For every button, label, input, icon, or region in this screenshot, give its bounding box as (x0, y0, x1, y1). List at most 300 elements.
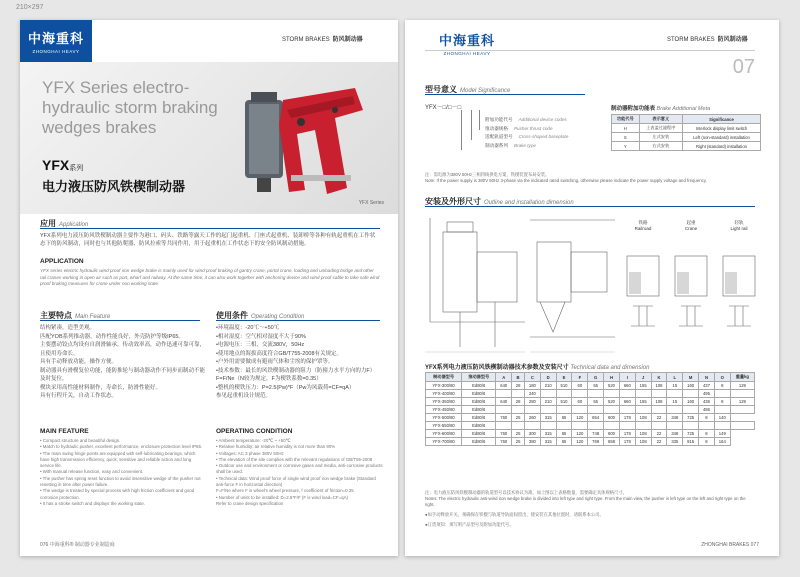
legend-cn: 适配轨道型号 (485, 134, 513, 139)
table-cell: 108 (635, 414, 651, 422)
model-note (425, 172, 755, 184)
list-item (485, 116, 568, 125)
table-cell: 55 (588, 398, 604, 406)
table-cell: 915 (683, 438, 699, 446)
table-cell (683, 422, 699, 430)
brand-logo (20, 20, 92, 62)
table-cell (667, 406, 683, 414)
table-cell: 348 (667, 430, 683, 438)
table-cell: 510 (556, 382, 572, 390)
table-cell: 210 (540, 398, 556, 406)
table-cell: 8 (714, 382, 730, 390)
logo-text-en: ZHONGHAI HEAVY (32, 49, 80, 54)
list-item: • Match to hydraulic pusher, excellent performance, enclosure protection level IP65. (40, 444, 203, 450)
table-cell: 60 (572, 398, 588, 406)
table-cell: 600 (604, 430, 620, 438)
conditions-list (216, 324, 384, 401)
rail-label-cn: 轻轨 (734, 220, 744, 225)
table-cell: YFX-500/80 (426, 414, 462, 422)
table-cell: Ed80/6 (462, 414, 496, 422)
hero-title-cn: 电力液压防风铁楔制动器 (42, 179, 186, 194)
table-cell: 660 (619, 382, 635, 390)
table-cell (496, 422, 512, 430)
conditions-en-list (216, 438, 384, 507)
table-cell: 65 (556, 438, 572, 446)
table-row (426, 406, 755, 414)
features-en-heading: MAIN FEATURE (40, 428, 89, 435)
rail-label-en: Crane (684, 226, 698, 231)
list-item: •技术参数：最长的风铁楔制动器的阻力（防撞力水平方向的力F） (216, 367, 376, 374)
table-cell: 520 (604, 398, 620, 406)
table-cell: 左式安装 (639, 133, 682, 142)
table-cell (524, 406, 540, 414)
table-cell: Ed80/6 (462, 398, 496, 406)
tech-notes (425, 490, 755, 528)
features-list (40, 324, 205, 401)
list-item: • Compact structure and beautiful design. (40, 438, 121, 443)
table-cell: 335 (667, 438, 683, 446)
brake-product-image (235, 70, 375, 205)
table-cell: 436 (699, 398, 715, 406)
table-header: F (572, 373, 588, 382)
table-cell (556, 406, 572, 414)
table-cell: 155 (635, 382, 651, 390)
addl-table-title (611, 104, 710, 112)
table-cell: 260 (524, 414, 540, 422)
table-row (612, 124, 761, 133)
table-cell: 660 (619, 398, 635, 406)
tech-note: Notes: The electric hydraulic anti-wind iron wedge brake is divided into left type and right type. From the main view, the pusher is left type on the left and right type on the right. (425, 496, 746, 507)
divider (425, 50, 755, 51)
hero-series-suffix: 系列 (69, 165, 84, 172)
table-cell (651, 390, 667, 398)
list-item: 具有行程开关，自动工作状态。 (40, 393, 118, 399)
legend-en: Brake type (513, 142, 536, 148)
table-header: Significance (683, 115, 761, 124)
right-page (405, 20, 779, 556)
table-cell: Ed80/6 (462, 422, 496, 430)
list-item: 制动器具有滑楔复位功能，能防推轮与制动器动作不同步而制动不能及时复位。 (40, 367, 206, 382)
tech-table-title-en: Technical data and dimension (570, 365, 650, 371)
table-header: 制动器型号 (426, 373, 462, 382)
rail-label-en: Light rail (730, 226, 748, 231)
table-cell (683, 390, 699, 398)
table-header: H (604, 373, 620, 382)
table-cell: 8 (699, 414, 715, 422)
table-cell: 8 (699, 438, 715, 446)
table-cell (540, 390, 556, 398)
divider (425, 94, 585, 95)
legend-cn: 推动器规格 (485, 125, 508, 131)
table-cell: 748 (588, 430, 604, 438)
logo-text-en: ZHONGHAI HEAVY (443, 51, 491, 56)
table-cell (730, 422, 754, 430)
header-label-en: STORM BRAKES (667, 37, 715, 43)
header-label-en: STORM BRAKES (282, 37, 330, 43)
list-item: • It has a stroke switch and displays the working state. (40, 500, 146, 506)
features-heading-en: Main Feature (75, 314, 111, 320)
table-cell: Left (non-standard) installation (683, 133, 761, 142)
model-code: YFX－□/□－□ (425, 105, 462, 111)
table-cell: 315 (540, 414, 556, 422)
table-cell: 178 (619, 438, 635, 446)
features-en-list (40, 438, 205, 507)
table-cell (683, 406, 699, 414)
table-cell: YFX-300/80 (426, 382, 462, 390)
table-cell (524, 422, 540, 430)
rail-label-railroad (623, 220, 663, 231)
table-cell: 495 (699, 390, 715, 398)
table-cell: 658 (604, 438, 620, 446)
conditions-en-heading: OPERATING CONDITION (216, 428, 293, 435)
list-item: 结构紧凑，造型美观。 (40, 325, 96, 331)
table-cell: 348 (667, 414, 683, 422)
list-item: •使用地点的海拔高度符合GB/T755-2008有关规定。 (216, 350, 343, 357)
table-cell: 769 (588, 438, 604, 446)
hero-series (42, 157, 83, 173)
list-item: 楔块采用高性能材料制作，寿命长，防滑性能好。 (40, 384, 162, 391)
left-page (20, 20, 398, 556)
table-cell (667, 390, 683, 398)
tech-table-title (425, 362, 650, 371)
table-cell: 178 (619, 414, 635, 422)
table-cell: Ed80/6 (462, 406, 496, 414)
application-en-text: YFX series electric hydraulic wind proof iron wedge brake is mainly used for wind proof braking of gantry crane, portal crane, loading and unloading bridge and other rail cranes working in open air such as port, wharf and railway. At the same time, it can also work together with anchoring device and wind proof cable to take safe wind proof braking measures for crane under non working state. (40, 268, 380, 286)
table-header: B (512, 373, 525, 382)
table-cell: 22 (651, 438, 667, 446)
addl-function-table (611, 114, 761, 151)
list-item: • Outdoor use and environment or corrosive gases and media, anti-corrosive products shall be used. (216, 463, 383, 475)
table-cell (604, 390, 620, 398)
table-cell: 160 (683, 398, 699, 406)
table-cell (572, 406, 588, 414)
model-note-cn: 注：需电源为380V 50Hz三相四线供电方案，铁楔装置布局安装。 (425, 172, 550, 177)
table-cell: YFX-450/80 (426, 406, 462, 414)
table-cell: 725 (683, 430, 699, 438)
table-cell (572, 422, 588, 430)
list-item: • Relative humidity: air relative humidity is not more than 90% (216, 444, 336, 450)
table-cell: 486 (699, 406, 715, 414)
table-cell (496, 390, 512, 398)
table-cell: 640 (496, 398, 512, 406)
table-header: E (556, 373, 572, 382)
table-cell: 25 (512, 414, 525, 422)
table-cell: 22 (651, 414, 667, 422)
table-cell: YFX-350/80 (426, 398, 462, 406)
features-heading-cn: 主要特点 (40, 311, 72, 320)
list-item: •电源电压：三相，交流380V，50Hz (216, 342, 305, 348)
table-cell: H (612, 124, 640, 133)
table-cell: YFX-700/80 (426, 438, 462, 446)
tech-note: 注：电力液压防风铁楔制动器的轨道型号以技术协议为准，如上图以上表格数量，需要确定具体规格尺寸。 (425, 490, 627, 495)
header-label (667, 34, 748, 43)
table-cell (512, 422, 525, 430)
table-cell: 760 (496, 414, 512, 422)
application-text: YFX系列电力液压防风铁楔制动器主要作为港口、码头、铁路等露天工作的起门起重机、门座式起重机、装卸桥等各种有轨起重机在工作状态下的防风制动，同时也与其他防爬器、防风拉索等共同作用，用于起重机在工作状态下的安全防风制动措施。 (40, 233, 376, 247)
table-cell: S (612, 133, 640, 142)
table-header: 推动器型号 (462, 373, 496, 382)
logo-text-cn: 中海重科 (27, 31, 84, 46)
header-label (282, 34, 363, 43)
table-cell: YFX-550/80 (426, 422, 462, 430)
table-cell (714, 406, 730, 414)
table-cell: YFX-400/80 (426, 390, 462, 398)
table-cell: 315 (540, 430, 556, 438)
table-cell: 654 (588, 414, 604, 422)
table-header: O (714, 373, 730, 382)
table-cell: Interlock display limit switch (683, 124, 761, 133)
table-cell: Right (standard) installation (683, 142, 761, 151)
table-cell (699, 422, 715, 430)
table-cell (651, 422, 667, 430)
dims-heading-en: Outline and installation dimension (484, 200, 574, 206)
table-cell: Ed80/6 (462, 430, 496, 438)
legend-en: Cross-shaped baseplate (518, 134, 569, 139)
outline-drawing (425, 212, 620, 362)
model-note-en: Note: If the power supply is 380V 50Hz 3-phase via the indicated rated switching, otherwise please indicate the power supply voltage and frequency. (425, 178, 707, 183)
table-header: L (667, 373, 683, 382)
list-item: •户外用需要做成有避雨气体和尘埃的保护罩等。 (216, 359, 334, 365)
bracket (471, 110, 472, 140)
table-cell (512, 406, 525, 414)
table-row (426, 390, 755, 398)
table-cell (714, 422, 730, 430)
list-item: 参见起重机设计规范。 (216, 393, 272, 399)
table-cell: 108 (651, 382, 667, 390)
table-header: C (524, 373, 540, 382)
list-item: • Number of units to be installed: D=2.5*F/F (F is wind load=CF=qA) (216, 494, 348, 500)
list-item: • The wedge is treated by special process with high friction coefficient and good corrosion protection. (40, 488, 195, 500)
table-header: J (635, 373, 651, 382)
table-cell (635, 422, 651, 430)
application-heading-en: Application (59, 222, 89, 228)
page-footer: 076 中海重科® 制动器专业制造商 (40, 542, 115, 548)
table-cell: Ed80/6 (462, 390, 496, 398)
list-item: F=F/Ne where F is wheel's wheel pressure, f coefficient of friction=0.35 (216, 488, 354, 494)
table-cell: 28 (512, 398, 525, 406)
table-cell: 25 (512, 438, 525, 446)
legend-cn: 附加功能代号 (485, 117, 513, 122)
list-item: • The elevation of the site complies with the relevant regulations of GB/T55-2008 (216, 456, 373, 462)
table-cell: 725 (683, 414, 699, 422)
table-cell: 15 (667, 398, 683, 406)
addl-title-cn: 制动器附加功能表 (611, 106, 656, 112)
page-number: 07 (732, 56, 755, 78)
tech-data-table (425, 372, 755, 446)
table-cell: 380 (524, 438, 540, 446)
list-item: Refer to crane design specification (216, 500, 284, 506)
tech-table-title-cn: YFX系列电力液压防风铁楔制动器技术参数及安装尺寸 (425, 365, 569, 371)
table-header: I (619, 373, 635, 382)
divider (216, 320, 380, 321)
table-cell (540, 422, 556, 430)
table-row (426, 430, 755, 438)
legend-en: Additional device codes (518, 117, 567, 122)
header-label-cn: 防风制动器 (717, 37, 748, 43)
table-cell: 65 (556, 414, 572, 422)
table-cell: 240 (524, 390, 540, 398)
rail-label-cn: 铁路 (638, 220, 648, 225)
table-cell: 8 (699, 430, 715, 438)
table-cell (714, 390, 730, 398)
table-cell (651, 406, 667, 414)
table-cell: 120 (572, 438, 588, 446)
table-cell (572, 390, 588, 398)
table-cell (730, 406, 754, 414)
list-item: •环境温度：-20℃～+50℃ (216, 325, 280, 331)
table-cell: Y (612, 142, 640, 151)
table-cell (635, 406, 651, 414)
page-size-tag: 210×297 (16, 4, 44, 11)
list-item: 具有手动释放功能，操作方便。 (40, 359, 118, 365)
table-cell (604, 422, 620, 430)
table-cell (540, 406, 556, 414)
table-cell: Ed80/6 (462, 438, 496, 446)
table-cell: 210 (540, 382, 556, 390)
table-cell: 160 (683, 382, 699, 390)
logo-text-cn: 中海重科 (438, 33, 495, 48)
page-footer: ZHONGHAI BRAKES 077 (701, 542, 759, 548)
hero-title-en: YFX Series electro-hydraulic storm braking wedges brakes (42, 78, 218, 137)
addl-title-en: Brake Additional Meta (656, 106, 711, 112)
table-cell: 315 (540, 438, 556, 446)
table-header: 表示意义 (639, 115, 682, 124)
list-item: • Voltages: AC 3 phase 380V 50Hz (216, 450, 284, 456)
table-cell (588, 406, 604, 414)
table-cell: 640 (496, 382, 512, 390)
table-cell (512, 390, 525, 398)
table-cell: 上表盖过滤程序 (639, 124, 682, 133)
tech-note: ●如手动释放开关，须确保在铁楔与轨道导轨面间留出，使安装在其他位置时，请联系本公司。 (425, 512, 604, 517)
table-cell: 120 (572, 414, 588, 422)
list-item: • With manual release function, easy and convenient. (40, 469, 144, 475)
table-cell: 8 (714, 398, 730, 406)
list-item (485, 133, 568, 142)
list-item: • The pusher has spring reset function to avoid insensitive wedge of the pusher not resetting in time after power failure. (40, 475, 201, 488)
table-cell: 60 (572, 382, 588, 390)
table-row (612, 133, 761, 142)
list-item: 主要摆动铰点均设有自润滑轴承，传动效率高，动作迅速可靠可靠，且使用寿命长。 (40, 342, 206, 357)
table-cell: 510 (556, 398, 572, 406)
table-cell (496, 406, 512, 414)
legend-en: Pusher thrust code (513, 125, 553, 131)
table-cell (619, 422, 635, 430)
model-heading-cn: 型号意义 (425, 85, 457, 94)
table-cell: 437 (699, 382, 715, 390)
list-item (485, 142, 568, 151)
bracket (479, 110, 480, 130)
table-cell: 25 (512, 430, 525, 438)
table-row (426, 398, 755, 406)
table-row (426, 414, 755, 422)
list-item: • Ambient temperature: -20℃ ~ +50℃ (216, 438, 291, 443)
table-cell: 15 (667, 382, 683, 390)
table-cell (635, 390, 651, 398)
table-cell: 108 (635, 430, 651, 438)
list-item: • The main swing hinge points are equipped with self-lubricating bearings, which have high transmission efficiency, quick, sensitive and reliable action and long service life. (40, 450, 196, 469)
table-cell (588, 390, 604, 398)
table-cell: 155 (635, 398, 651, 406)
table-cell: 600 (604, 414, 620, 422)
table-cell (604, 406, 620, 414)
rail-label-en: Railroad (634, 226, 652, 231)
table-header: 重量kg (730, 373, 754, 382)
rail-label-crane (671, 220, 711, 231)
table-cell (588, 422, 604, 430)
rail-label-cn: 起重 (686, 220, 696, 225)
rail-label-light-rail (719, 220, 759, 231)
table-cell (667, 422, 683, 430)
list-item: • Technical data: Wind proof force of single wind proof iron wedge brake (Standard anti-force F in horizontal direction) (216, 475, 376, 488)
table-header: M (683, 373, 699, 382)
hero-banner (20, 62, 398, 214)
divider (425, 206, 755, 207)
table-header: G (588, 373, 604, 382)
table-cell: 280 (524, 398, 540, 406)
table-cell (619, 406, 635, 414)
table-cell: Ed80/6 (462, 382, 496, 390)
table-cell: 180 (524, 382, 540, 390)
table-cell: YFX-600/80 (426, 430, 462, 438)
table-cell: 164 (714, 438, 730, 446)
table-header: A (496, 373, 512, 382)
table-header: D (540, 373, 556, 382)
list-item: •相对湿度：空气相对湿度不大于90% (216, 333, 306, 340)
table-cell: 22 (651, 430, 667, 438)
table-cell (556, 390, 572, 398)
table-header-row (426, 373, 755, 382)
table-cell: 129 (730, 382, 754, 390)
table-cell (619, 390, 635, 398)
divider (40, 320, 200, 321)
table-cell: 760 (496, 438, 512, 446)
table-cell: 140 (714, 414, 730, 422)
table-cell (730, 390, 754, 398)
table-row (426, 438, 755, 446)
table-cell: 108 (635, 438, 651, 446)
table-cell: 149 (714, 430, 730, 438)
hero-series-code: YFX (42, 157, 70, 173)
table-cell: 120 (572, 430, 588, 438)
header-label-cn: 防风制动器 (332, 37, 363, 43)
tech-note: ●订货须知：须写明产品型号及附加功能代号。 (425, 522, 514, 527)
table-cell: 108 (651, 398, 667, 406)
table-cell: 右式安装 (639, 142, 682, 151)
table-row (426, 382, 755, 390)
series-tag: YFX Series (358, 200, 384, 206)
list-item: 匹配YOB系列推动器，动作性能良好，外壳防护等级IP65。 (40, 333, 184, 340)
table-header: 功能代号 (612, 115, 640, 124)
table-cell: 28 (512, 382, 525, 390)
application-en-heading: APPLICATION (40, 258, 84, 265)
model-legend (485, 116, 568, 150)
conditions-heading-en: Operating Condition (251, 314, 305, 320)
legend-cn: 制动器系列 (485, 142, 508, 148)
table-row (426, 422, 755, 430)
table-cell: 760 (496, 430, 512, 438)
application-heading-cn: 应用 (40, 219, 56, 228)
model-heading-en: Model Significance (460, 88, 511, 94)
conditions-heading-cn: 使用条件 (216, 311, 248, 320)
table-row (612, 142, 761, 151)
table-header: K (651, 373, 667, 382)
table-cell: 300 (524, 430, 540, 438)
rail-profile-drawings (623, 236, 763, 346)
list-item: F=F/Ne（N较为规定，F为楔铁系数=0.35） (216, 376, 322, 382)
dims-heading-cn: 安装及外形尺寸 (425, 197, 481, 206)
list-item (485, 125, 568, 134)
table-cell: 65 (556, 430, 572, 438)
